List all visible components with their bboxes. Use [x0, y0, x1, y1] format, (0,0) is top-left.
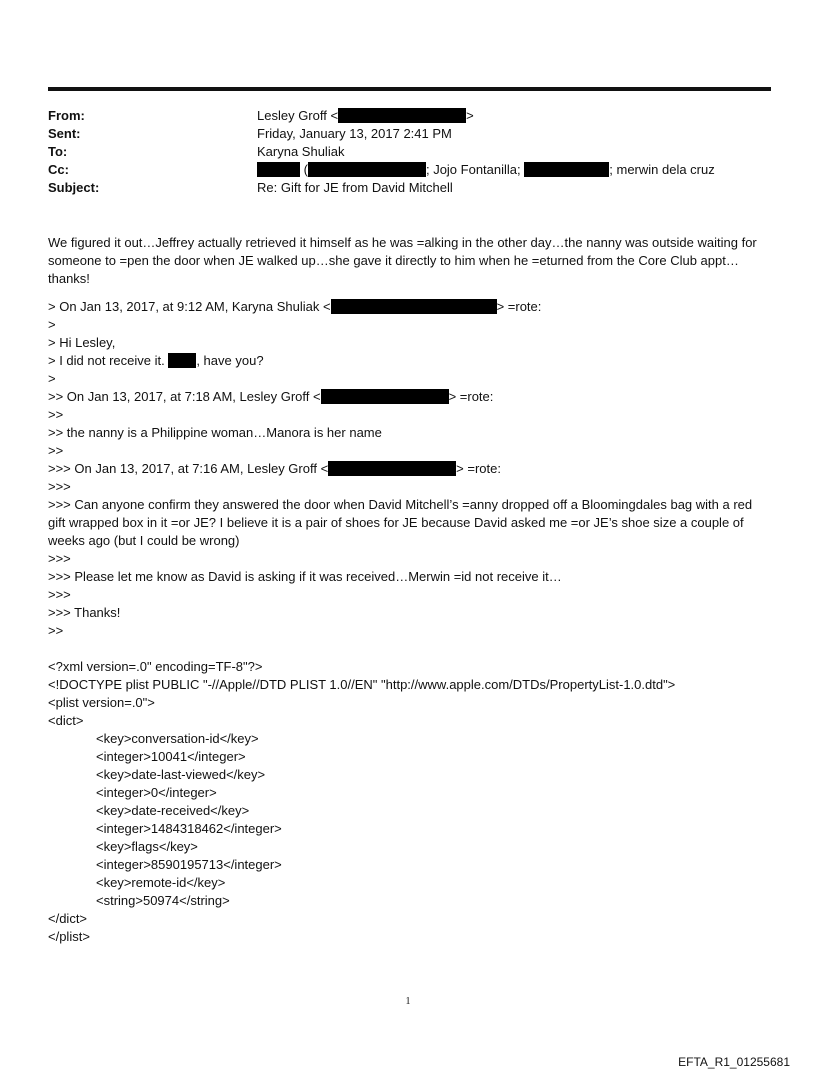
redaction-box	[328, 461, 456, 476]
subject-value: Re: Gift for JE from David Mitchell	[257, 180, 453, 195]
quote-line: >>	[48, 443, 64, 458]
from-label: From:	[48, 108, 85, 123]
plist-line: <!DOCTYPE plist PUBLIC "-//Apple//DTD PLIST 1.0//EN" "http://www.apple.com/DTDs/PropertyList-1.0.dtd">	[48, 677, 676, 692]
redaction-box	[257, 162, 300, 177]
redaction-box	[308, 162, 426, 177]
page-number: 1	[405, 996, 411, 1007]
quote-line: >> On Jan 13, 2017, at 7:18 AM, Lesley Groff < > =rote:	[48, 389, 494, 404]
plist-line: </plist>	[48, 929, 90, 944]
message-paragraph: We figured it out…Jeffrey actually retrieved it himself as he was =alking in the other day…the nanny was outside waiting for someone to =pen the door when JE walked up…she gave it directly to him when he =eturned from the Core Club appt…thanks!	[48, 235, 757, 286]
plist-line: <integer>8590195713</integer>	[96, 857, 282, 872]
sent-label: Sent:	[48, 126, 81, 141]
plist-line: <key>flags</key>	[96, 839, 198, 854]
quote-line: > Hi Lesley,	[48, 335, 116, 350]
quote-line: >>> Can anyone confirm they answered the door when David Mitchell’s =anny dropped off a Bloomingdales bag with a red gift wrapped box in it =or JE? I believe it is a pair of shoes for JE because David asked me =or JE’s shoe size a couple of weeks ago (but I could be wrong)	[48, 497, 756, 548]
quote-line: >>>	[48, 587, 71, 602]
quote-line: >>	[48, 623, 64, 638]
from-value: Lesley Groff <	[257, 108, 339, 123]
cc-part3: ; merwin dela cruz	[609, 162, 715, 177]
redaction-box	[338, 108, 466, 123]
redaction-box	[168, 353, 196, 368]
cc-label: Cc:	[48, 162, 69, 177]
quote-line: >> the nanny is a Philippine woman…Manora is her name	[48, 425, 382, 440]
plist-line: <key>remote-id</key>	[96, 875, 226, 890]
quote-line: >	[48, 371, 56, 386]
email-body	[48, 234, 768, 946]
to-value: Karyna Shuliak	[257, 144, 345, 159]
to-label: To:	[48, 144, 68, 159]
sent-value: Friday, January 13, 2017 2:41 PM	[257, 126, 452, 141]
header-rule	[48, 87, 771, 91]
from-close: >	[466, 108, 474, 123]
plist-line: <key>conversation-id</key>	[96, 731, 259, 746]
quote-line: > I did not receive it. , have you?	[48, 353, 264, 368]
cc-part2: ; Jojo Fontanilla;	[425, 162, 521, 177]
quote-line: >>	[48, 407, 64, 422]
document-id: EFTA_R1_01255681	[678, 1055, 790, 1069]
plist-line: <key>date-received</key>	[96, 803, 250, 818]
quote-line: >>> On Jan 13, 2017, at 7:16 AM, Lesley Groff < > =rote:	[48, 461, 501, 476]
plist-line: </dict>	[48, 911, 88, 926]
plist-line: <integer>10041</integer>	[96, 749, 246, 764]
redaction-box	[321, 389, 449, 404]
quote-line: >	[48, 317, 56, 332]
plist-line: <integer>1484318462</integer>	[96, 821, 282, 836]
plist-line: <plist version=.0">	[48, 695, 155, 710]
redaction-box	[524, 162, 609, 177]
quote-line: >>> Thanks!	[48, 605, 121, 620]
plist-line: <string>50974</string>	[96, 893, 230, 908]
quote-line: > On Jan 13, 2017, at 9:12 AM, Karyna Shuliak < > =rote:	[48, 299, 542, 314]
plist-line: <key>date-last-viewed</key>	[96, 767, 266, 782]
quote-line: >>>	[48, 551, 71, 566]
plist-line: <dict>	[48, 713, 84, 728]
plist-line: <integer>0</integer>	[96, 785, 217, 800]
quote-line: >>>	[48, 479, 71, 494]
subject-label: Subject:	[48, 180, 100, 195]
quote-line: >>> Please let me know as David is asking if it was received…Merwin =id not receive it…	[48, 569, 562, 584]
plist-line: <?xml version=.0" encoding=TF-8"?>	[48, 659, 263, 674]
cc-part1: (	[303, 162, 308, 177]
redaction-box	[331, 299, 497, 314]
